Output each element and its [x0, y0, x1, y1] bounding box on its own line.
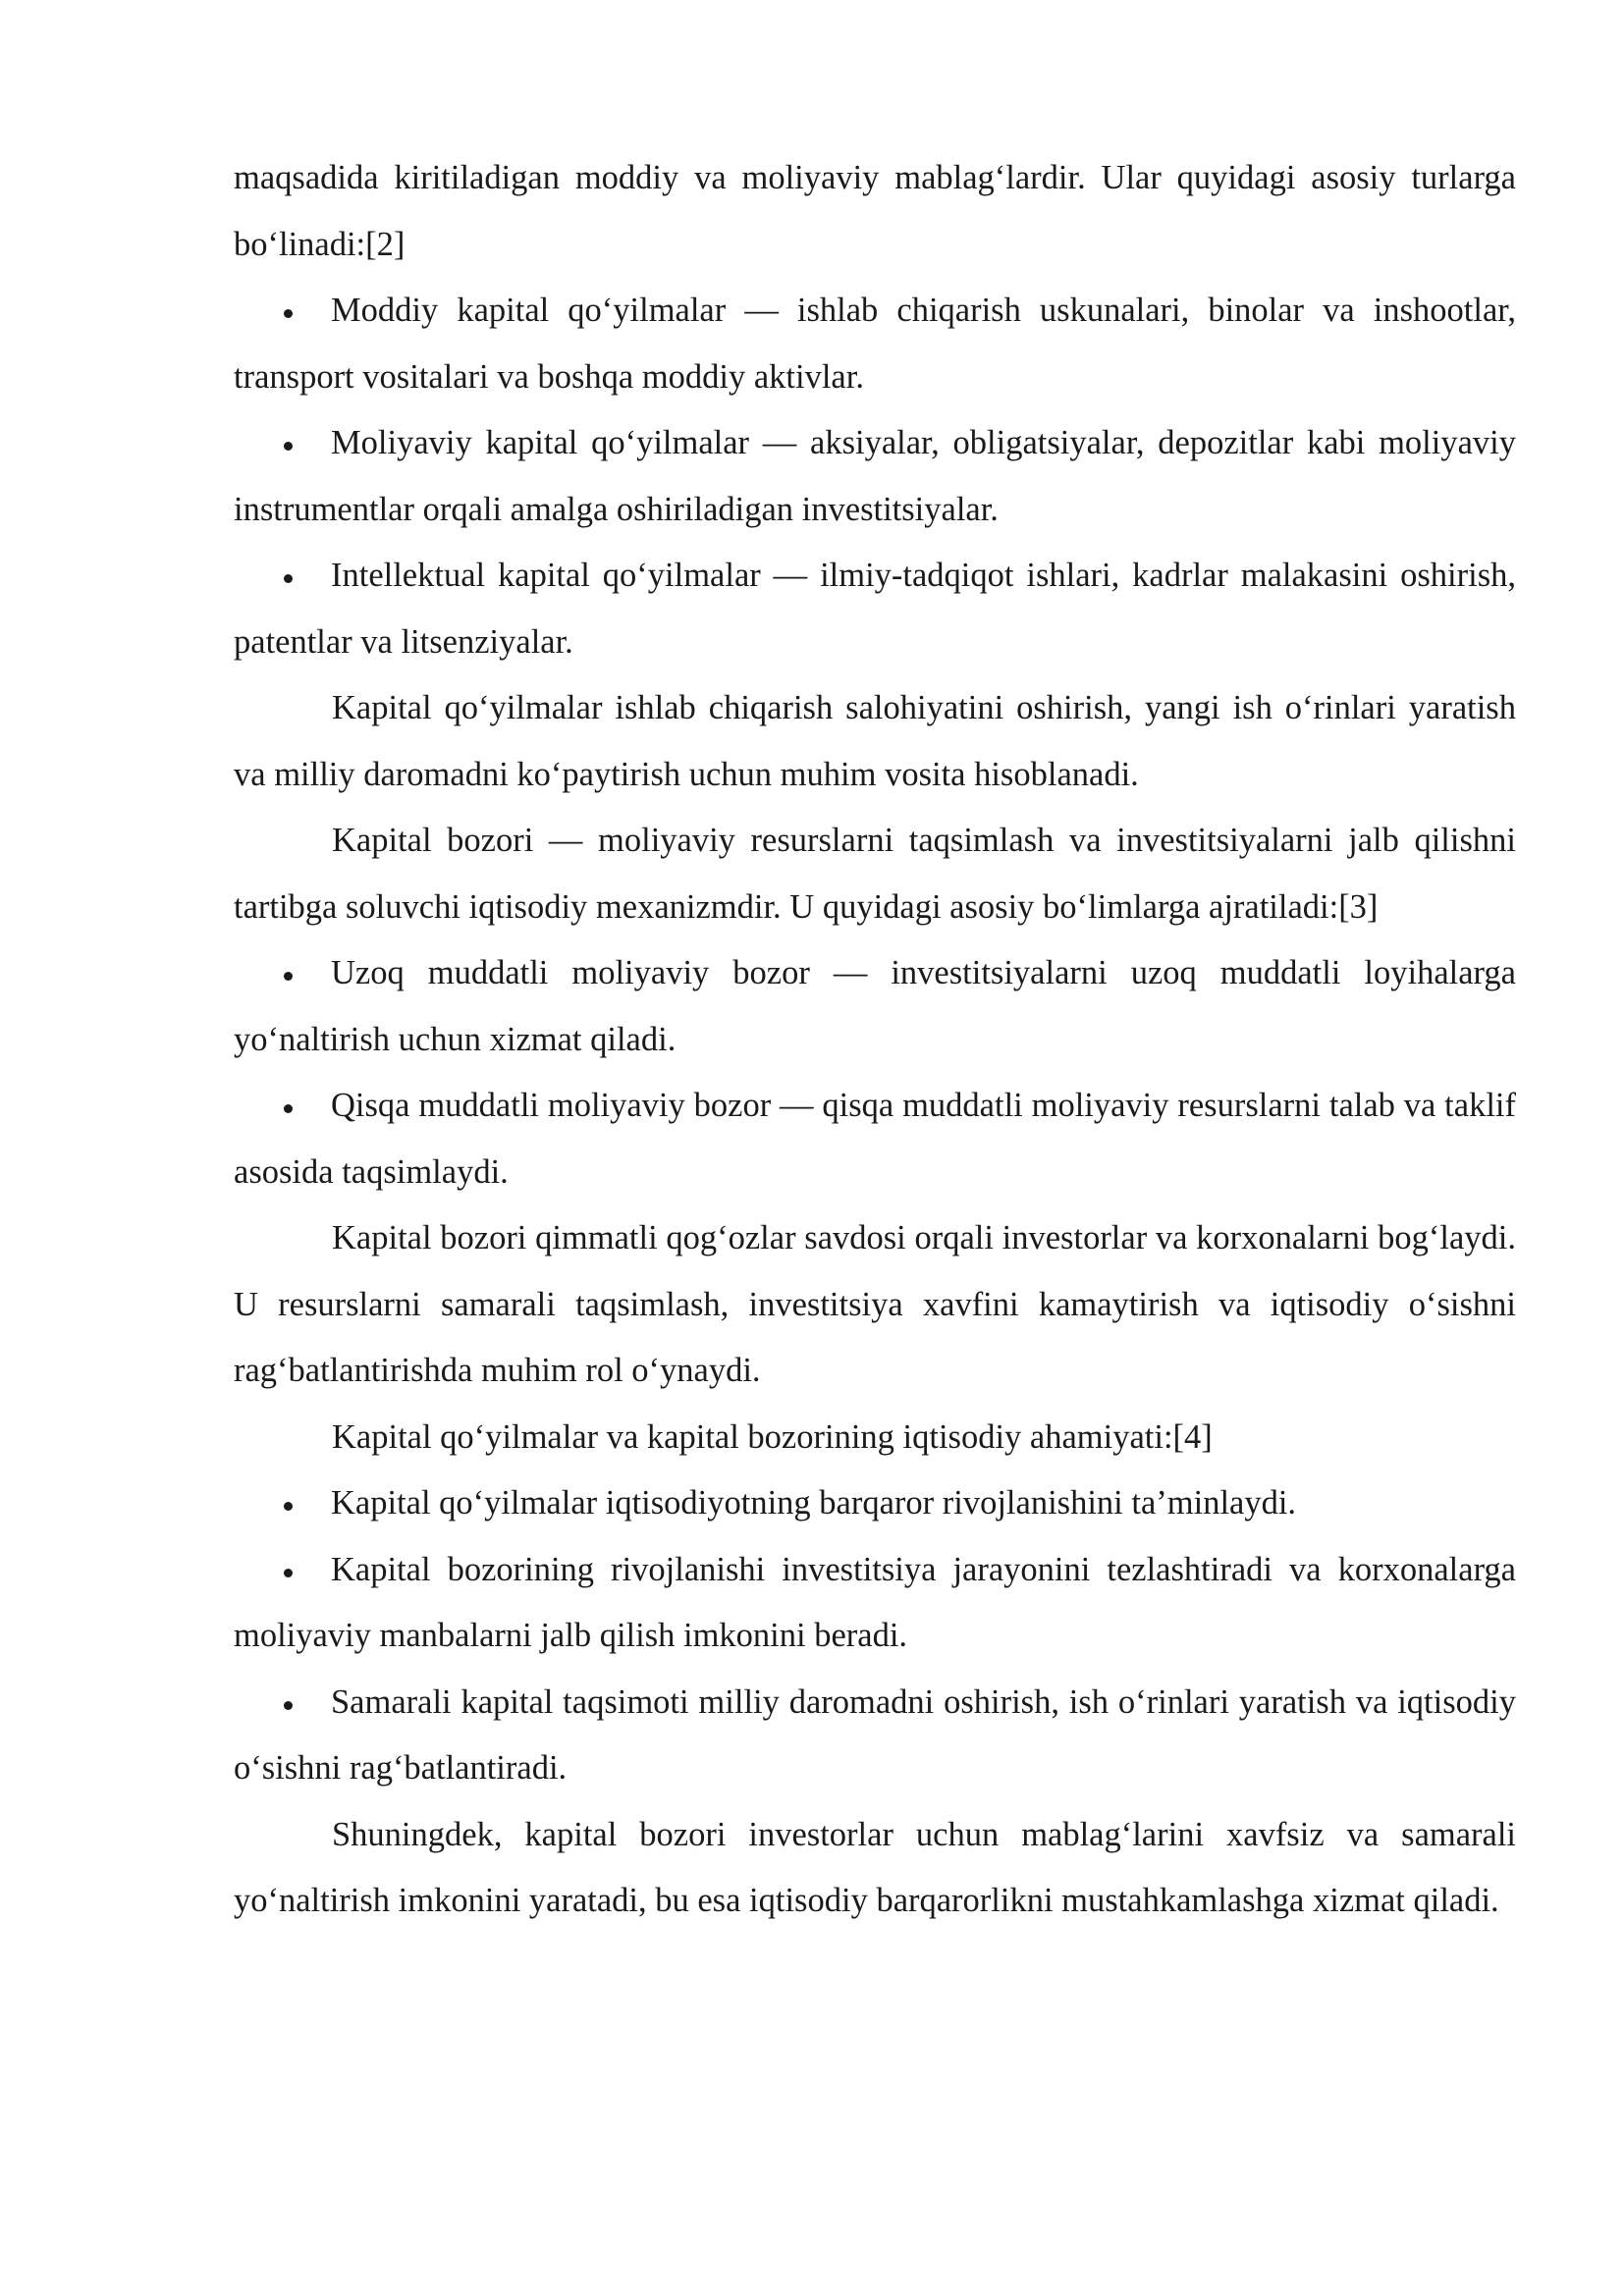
- bullet-item: [234, 1073, 1516, 1205]
- bullet-text: Uzoq muddatli moliyaviy bozor — investitsiyalarni uzoq muddatli loyihalarga yo‘naltirish uchun xizmat qiladi.: [234, 954, 1516, 1058]
- bullet-text: Kapital bozorining rivojlanishi investitsiya jarayonini tezlashtiradi va korxonalarga moliyaviy manbalarni jalb qilish imkonini beradi.: [234, 1550, 1516, 1654]
- paragraph: Kapital qo‘yilmalar ishlab chiqarish salohiyatini oshirish, yangi ish o‘rinlari yaratish va milliy daromadni ko‘paytirish uchun muhim vosita hisoblanadi.: [234, 689, 1516, 793]
- bullet-text: Qisqa muddatli moliyaviy bozor — qisqa muddatli moliyaviy resurslarni talab va taklif asosida taqsimlaydi.: [234, 1087, 1516, 1191]
- paragraph: Shuningdek, kapital bozori investorlar uchun mablag‘larini xavfsiz va samarali yo‘naltirish imkonini yaratadi, bu esa iqtisodiy barqarorlikni mustahkamlashga xizmat qiladi.: [234, 1815, 1516, 1919]
- bullet-item: [234, 940, 1516, 1073]
- paragraph: maqsadida kiritiladigan moddiy va moliyaviy mablag‘lardir. Ular quyidagi asosiy turlarga bo‘linadi:[2]: [234, 159, 1516, 263]
- bullet-item: [234, 1470, 1516, 1537]
- bullet-item: [234, 1670, 1516, 1802]
- bullet-text: Moliyaviy kapital qo‘yilmalar — aksiyalar, obligatsiyalar, depozitlar kabi moliyaviy instrumentlar orqali amalga oshiriladigan investitsiyalar.: [234, 424, 1516, 528]
- bullet-item: [234, 278, 1516, 410]
- bullet-item: [234, 1537, 1516, 1670]
- paragraph: Kapital bozori — moliyaviy resurslarni taqsimlash va investitsiyalarni jalb qilishni tartibga soluvchi iqtisodiy mexanizmdir. U quyidagi asosiy bo‘limlarga ajratiladi:[3]: [234, 822, 1516, 926]
- bullet-text: Moddiy kapital qo‘yilmalar — ishlab chiqarish uskunalari, binolar va inshootlar, transport vositalari va boshqa moddiy aktivlar.: [234, 292, 1516, 396]
- document-page: [234, 145, 1516, 1935]
- bullet-text: Kapital qo‘yilmalar iqtisodiyotning barqaror rivojlanishini ta’minlaydi.: [331, 1484, 1297, 1522]
- bullet-text: Samarali kapital taqsimoti milliy daromadni oshirish, ish o‘rinlari yaratish va iqtisodiy o‘sishni rag‘batlantiradi.: [234, 1682, 1516, 1787]
- bullet-item: [234, 543, 1516, 675]
- paragraph: Kapital qo‘yilmalar va kapital bozorining iqtisodiy ahamiyati:[4]: [332, 1417, 1213, 1456]
- bullet-text: Intellektual kapital qo‘yilmalar — ilmiy-tadqiqot ishlari, kadrlar malakasini oshirish, patentlar va litsenziyalar.: [234, 557, 1516, 661]
- paragraph: Kapital bozori qimmatli qog‘ozlar savdosi orqali investorlar va korxonalarni bog‘laydi. U resurslarni samarali taqsimlash, investitsiya xavfini kamaytirish va iqtisodiy o‘sishni rag‘batlantirishda muhim rol o‘ynaydi.: [234, 1219, 1516, 1389]
- bullet-item: [234, 410, 1516, 543]
